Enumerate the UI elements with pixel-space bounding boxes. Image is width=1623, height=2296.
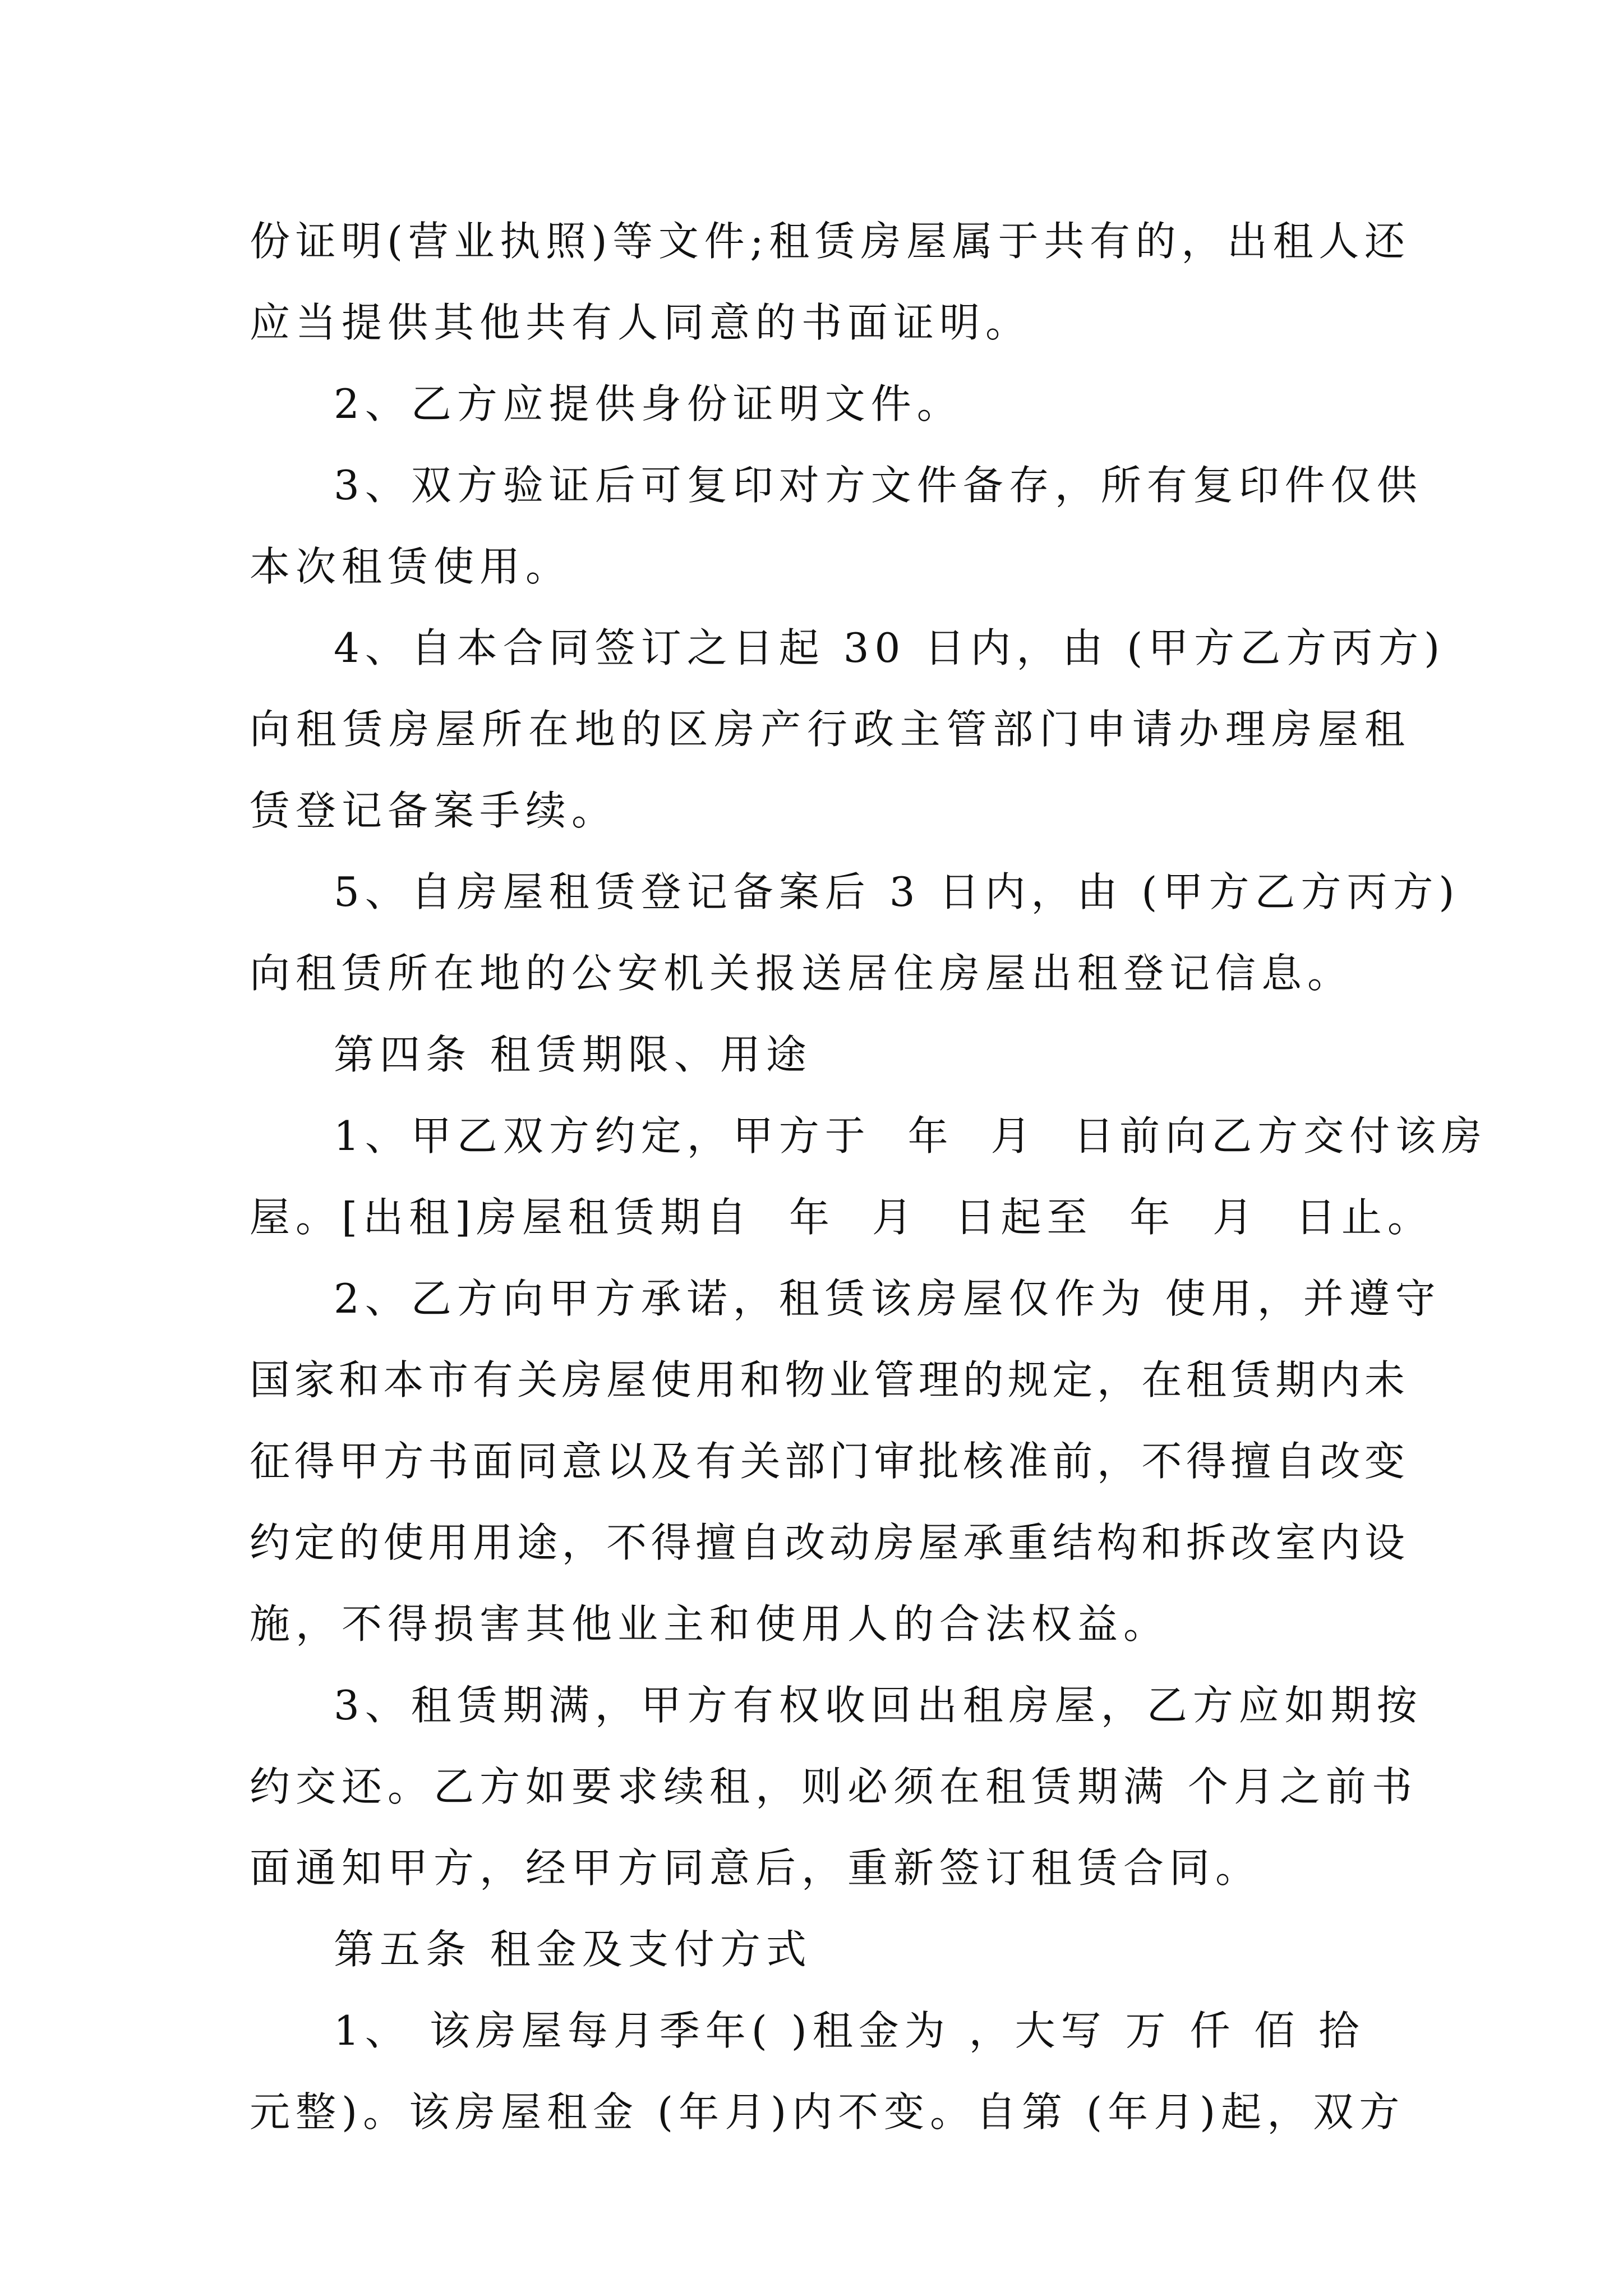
text-line: 5、自房屋租赁登记备案后 3 日内，由 (甲方乙方丙方) [334,868,1460,915]
text-line: 1、甲乙双方约定，甲方于 年 月 日前向乙方交付该房 [334,1112,1488,1159]
text-line: 2、乙方向甲方承诺，租赁该房屋仅作为 使用，并遵守 [334,1275,1441,1322]
text-line: 向租赁所在地的公安机关报送居住房屋出租登记信息。 [250,950,1354,997]
text-line: 面通知甲方，经甲方同意后，重新签订租赁合同。 [250,1844,1262,1892]
text-line: 元整)。该房屋租金 (年月)内不变。自第 (年月)起，双方 [250,2088,1405,2136]
text-line: 2、乙方应提供身份证明文件。 [334,380,963,427]
text-line: 份证明(营业执照)等文件;租赁房屋属于共有的，出租人还 [250,218,1405,265]
text-line: 屋。[出租]房屋租赁期自 年 月 日起至 年 月 日止。 [250,1194,1433,1241]
section-heading: 第四条 租赁期限、用途 [334,1031,812,1078]
text-line: 本次租赁使用。 [250,543,572,590]
text-line: 4、自本合同签订之日起 30 日内，由 (甲方乙方丙方) [334,624,1446,671]
text-line: 赁登记备案手续。 [250,787,618,834]
text-line: 征得甲方书面同意以及有关部门审批核准前，不得擅自改变 [250,1438,1405,1485]
text-line: 3、租赁期满，甲方有权收回出租房屋，乙方应如期按 [334,1682,1423,1729]
section-heading: 第五条 租金及支付方式 [334,1926,812,1973]
text-line: 1、 该房屋每月季年( )租金为 ，大写 万 仟 佰 拾 [334,2007,1365,2054]
text-line: 施，不得损害其他业主和使用人的合法权益。 [250,1600,1170,1648]
text-line: 国家和本市有关房屋使用和物业管理的规定，在租赁期内未 [250,1356,1405,1404]
text-line: 约定的使用用途，不得擅自改动房屋承重结构和拆改室内设 [250,1519,1405,1566]
text-line: 约交还。乙方如要求续租，则必须在租赁期满 个月之前书 [250,1763,1418,1810]
text-line: 3、双方验证后可复印对方文件备存，所有复印件仅供 [334,462,1423,509]
text-line: 应当提供其他共有人同意的书面证明。 [250,299,1032,346]
text-line: 向租赁房屋所在地的区房产行政主管部门申请办理房屋租 [250,706,1405,753]
